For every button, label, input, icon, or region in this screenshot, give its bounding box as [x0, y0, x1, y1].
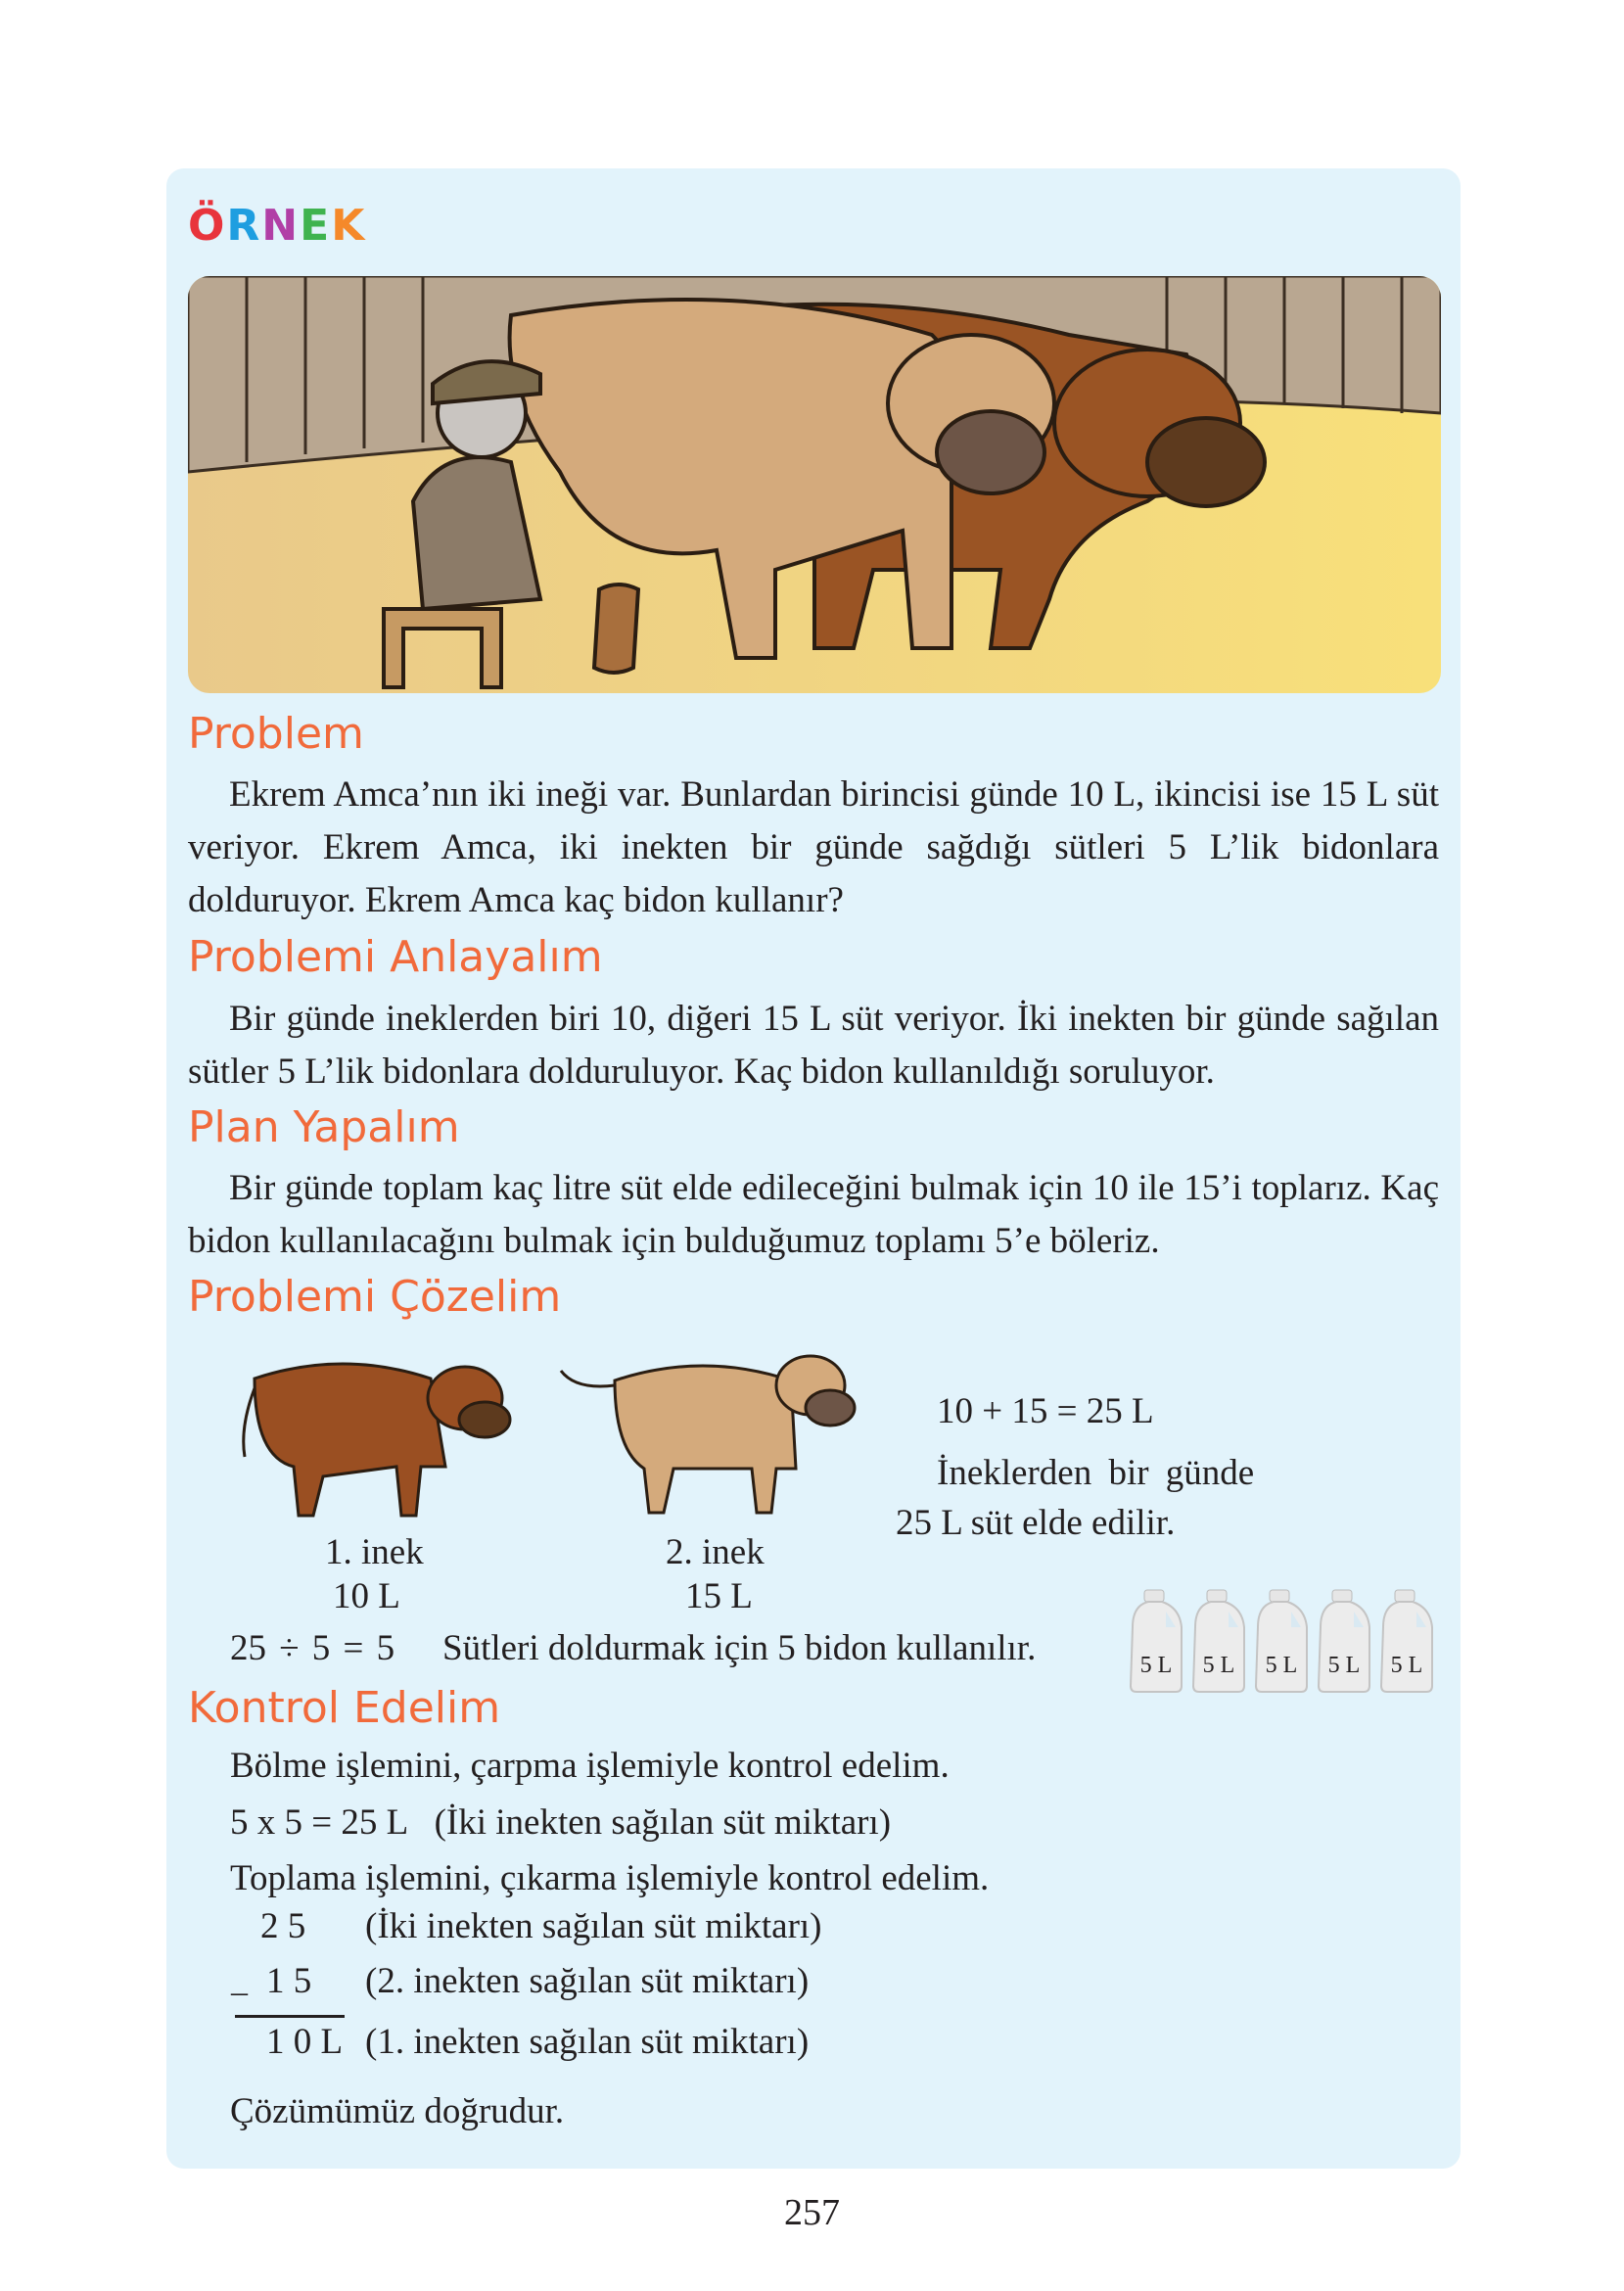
subtraction-subtrahend-note: (2. inekten sağılan süt miktarı): [365, 1961, 810, 2001]
check-line-3: Toplama işlemini, çıkarma işlemiyle kontrol edelim.: [230, 1858, 990, 1898]
logo-letter: Ö: [188, 201, 227, 251]
sum-text-1: İneklerden bir günde: [937, 1453, 1255, 1493]
milking-illustration: [188, 276, 1441, 693]
check-line-2: 5 x 5 = 25 L (İki inekten sağılan süt miktarı): [230, 1802, 892, 1843]
bidon-label: 5 L: [1327, 1653, 1361, 1678]
cow-2-label: 2. inek: [666, 1532, 765, 1572]
subtraction-minuend: 2 5: [260, 1906, 306, 1946]
logo-letter: E: [300, 201, 332, 251]
minus-sign: –: [231, 1974, 248, 2010]
cow-1-amount: 10 L: [333, 1576, 400, 1616]
logo-letter: N: [261, 201, 301, 251]
sum-equation: 10 + 15 = 25 L: [937, 1391, 1154, 1431]
heading-check: Kontrol Edelim: [188, 1683, 501, 1733]
heading-solve: Problemi Çözelim: [188, 1272, 562, 1322]
heading-understand: Problemi Anlayalım: [188, 932, 603, 982]
cow-1-label: 1. inek: [325, 1532, 424, 1572]
cow-1-image: [235, 1339, 519, 1535]
conclusion-text: Çözümümüz doğrudur.: [230, 2091, 565, 2131]
bidon-label: 5 L: [1390, 1653, 1423, 1678]
bidon-icon: [1252, 1588, 1311, 1694]
check-line-1: Bölme işlemini, çarpma işlemiyle kontrol edelim.: [230, 1746, 950, 1786]
division-text: Sütleri doldurmak için 5 bidon kullanılır.: [442, 1628, 1037, 1668]
plan-text: Bir günde toplam kaç litre süt elde edileceğini bulmak için 10 ile 15’i toplarız. Kaç bidon kullanılacağını bulmak için bulduğumuz toplamı 5’e böleriz.: [188, 1168, 1439, 1261]
bidon-icon: [1315, 1588, 1373, 1694]
logo-letter: R: [226, 201, 262, 251]
cow-2-image: [556, 1332, 869, 1532]
page-number: 257: [784, 2192, 840, 2233]
bidon-icon: [1189, 1588, 1248, 1694]
subtraction-minuend-note: (İki inekten sağılan süt miktarı): [365, 1906, 822, 1946]
subtraction-result-note: (1. inekten sağılan süt miktarı): [365, 2022, 810, 2062]
cow-2-amount: 15 L: [685, 1576, 753, 1616]
heading-plan: Plan Yapalım: [188, 1102, 460, 1152]
bidon-label: 5 L: [1139, 1653, 1173, 1678]
sum-text-2: 25 L süt elde edilir.: [896, 1503, 1176, 1543]
bidon-icon: [1127, 1588, 1185, 1694]
heading-problem: Problem: [188, 709, 364, 759]
subtraction-subtrahend: 1 5: [266, 1961, 312, 2001]
understand-text: Bir günde ineklerden biri 10, diğeri 15 L süt veriyor. İki inekten bir günde sağılan sütler 5 L’lik bidonlara dolduruluyor. Kaç bidon kullanıldığı soruluyor.: [188, 999, 1439, 1092]
bidon-label: 5 L: [1265, 1653, 1298, 1678]
problem-text: Ekrem Amca’nın iki ineği var. Bunlardan birincisi günde 10 L, ikincisi ise 15 L süt veriyor. Ekrem Amca, iki inekten bir günde sağdığı sütleri 5 L’lik bidonlara dolduruyor. Ekrem Amca kaç bidon kullanır?: [188, 774, 1439, 920]
subtraction-result: 1 0 L: [266, 2022, 344, 2062]
subtraction-rule: [235, 2015, 345, 2018]
logo-letter: K: [331, 201, 367, 251]
bidon-group: [1127, 1588, 1436, 1694]
bidon-icon: [1377, 1588, 1436, 1694]
ornek-logo: [188, 201, 366, 251]
division-equation: 25 ÷ 5 = 5: [230, 1628, 395, 1668]
bidon-label: 5 L: [1202, 1653, 1235, 1678]
